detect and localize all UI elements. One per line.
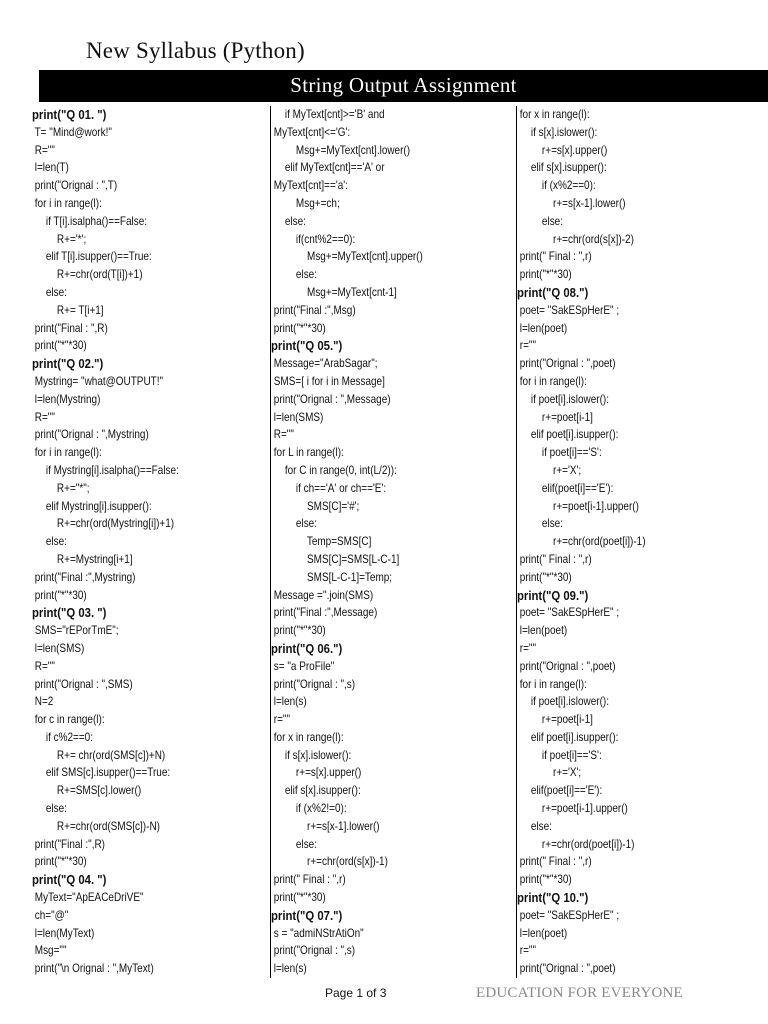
code-column-1 (32, 106, 264, 978)
code-column-2 (270, 106, 511, 978)
code-line: print("*"*30) (271, 891, 326, 905)
code-line: else: (271, 268, 317, 282)
code-line: r="" (517, 641, 537, 655)
code-line: for c in range(l): (32, 713, 105, 727)
code-line: SMS[C]=SMS[L-C-1] (271, 552, 400, 566)
code-line: l=len(poet) (517, 624, 568, 638)
code-line: MyText[cnt]<='G': (271, 125, 351, 139)
code-line: print("\n Orignal : ",MyText) (32, 962, 154, 976)
code-line: r+='X'; (517, 463, 582, 477)
question-header: print("Q 02.") (32, 356, 104, 372)
code-line: if poet[i].islower(): (517, 695, 609, 709)
code-line: print("Final :",Msg) (271, 303, 356, 317)
code-line: poet= "SakESpHerE" ; (517, 303, 620, 317)
code-line: Msg+=MyText[cnt-1] (271, 285, 397, 299)
code-line: R="" (32, 659, 55, 673)
code-line: print("Orignal : ",T) (32, 179, 118, 193)
code-line: print("*"*30) (517, 570, 572, 584)
code-line: R+='*'; (32, 232, 87, 246)
code-line: r="" (517, 339, 537, 353)
code-line: R+=SMS[c].lower() (32, 784, 142, 798)
code-line: if (x%2==0): (517, 179, 596, 193)
code-line: else: (32, 285, 67, 299)
code-line: else: (517, 819, 552, 833)
code-line: MyText="ApEACeDriVE" (32, 891, 144, 905)
code-line: elif(poet[i]=='E'): (517, 481, 614, 495)
code-line: if poet[i]=='S': (517, 748, 602, 762)
code-line: Msg="" (32, 944, 67, 958)
code-line: if poet[i].islower(): (517, 392, 609, 406)
code-line: elif SMS[c].isupper()==True: (32, 766, 171, 780)
code-line: for C in range(0, int(L/2)): (271, 463, 397, 477)
code-line: for x in range(l): (517, 108, 590, 121)
code-line: print("Final :",Message) (271, 606, 378, 620)
code-line: print("*"*30) (271, 624, 326, 638)
code-line: SMS[L-C-1]=Temp; (271, 570, 393, 584)
code-line: print("Final :",R) (32, 837, 106, 851)
code-line: if MyText[cnt]>='B' and (271, 108, 385, 121)
code-line: if ch=='A' or ch=='E': (271, 481, 387, 495)
code-line: R+=chr(ord(Mystring[i])+1) (32, 517, 175, 531)
code-line: print("Orignal : ",s) (271, 677, 356, 691)
question-header: print("Q 09.") (517, 587, 589, 603)
code-line: T= "Mind@work!" (32, 125, 112, 139)
code-line: else: (32, 802, 67, 816)
code-line: MyText[cnt]=='a': (271, 179, 348, 193)
page-title: New Syllabus (Python) (86, 38, 305, 63)
code-line: r+=s[x-1].lower() (517, 196, 626, 210)
code-line: print("Orignal : ",poet) (517, 357, 616, 371)
code-line: SMS[C]='#'; (271, 499, 360, 513)
code-line: if (x%2!=0): (271, 802, 347, 816)
code-line: s = "admiNStrAtiOn" (271, 926, 364, 940)
code-line: r+=s[x-1].lower() (271, 819, 380, 833)
code-line: if s[x].islower(): (271, 748, 352, 762)
code-line: for x in range(l): (271, 730, 344, 744)
code-line: for i in range(l): (32, 196, 102, 210)
question-header: print("Q 06.") (271, 640, 343, 656)
code-line: for i in range(l): (517, 677, 587, 691)
code-line: else: (32, 535, 67, 549)
code-line: l=len(SMS) (32, 641, 85, 655)
question-header: print("Q 05.") (271, 338, 343, 354)
code-line: elif MyText[cnt]=='A' or (271, 161, 385, 175)
question-header: print("Q 07.") (271, 907, 343, 923)
code-line: print("*"*30) (32, 855, 87, 869)
code-line: print("*"*30) (32, 339, 87, 353)
code-line: r="" (271, 713, 291, 727)
page-number: Page 1 of 3 (325, 986, 387, 1000)
code-line: if s[x].islower(): (517, 125, 598, 139)
code-line: N=2 (32, 695, 54, 709)
code-line: s= "a ProFile" (271, 659, 335, 673)
question-header: print("Q 10.") (517, 890, 589, 906)
code-line: l=len(SMS) (271, 410, 324, 424)
code-line: SMS=[ i for i in Message] (271, 374, 385, 388)
code-line: r+=s[x].upper() (517, 143, 608, 157)
code-line: r+=chr(ord(poet[i])-1) (517, 535, 646, 549)
code-line: for i in range(l): (517, 374, 587, 388)
code-line: R="" (271, 428, 294, 442)
code-line: elif s[x].isupper(): (517, 161, 607, 175)
code-line: Message="ArabSagar"; (271, 357, 378, 371)
code-line: print("*"*30) (517, 873, 572, 887)
code-line: R+="*"; (32, 481, 90, 495)
code-line: l=len(T) (32, 161, 69, 175)
code-line: elif Mystring[i].isupper(): (32, 499, 152, 513)
code-line: Mystring= "what@OUTPUT!" (32, 374, 164, 388)
code-line: r+='X'; (517, 766, 582, 780)
code-line: R="" (32, 143, 55, 157)
code-line: r+=chr(ord(s[x])-2) (517, 232, 634, 246)
footer-brand: EDUCATION FOR EVERYONE (476, 985, 683, 1001)
code-line: elif poet[i].isupper(): (517, 428, 619, 442)
code-line: r+=s[x].upper() (271, 766, 362, 780)
code-line: for L in range(l): (271, 446, 344, 460)
code-line: else: (271, 517, 317, 531)
question-header: print("Q 03. ") (32, 605, 107, 621)
code-line: Msg+=ch; (271, 196, 340, 210)
question-header: print("Q 08.") (517, 284, 589, 300)
code-line: r="" (517, 944, 537, 958)
code-line: if(cnt%2==0): (271, 232, 356, 246)
code-line: if Mystring[i].isalpha()==False: (32, 463, 179, 477)
code-line: R="" (32, 410, 55, 424)
code-line: else: (517, 214, 563, 228)
code-line: print("Orignal : ",Message) (271, 392, 391, 406)
code-line: print("Orignal : ",poet) (517, 659, 616, 673)
code-line: else: (517, 517, 563, 531)
code-line: print(" Final : ",r) (517, 250, 592, 264)
code-line: R+=chr(ord(SMS[c])-N) (32, 819, 160, 833)
code-column-3 (516, 106, 768, 978)
code-line: print("Orignal : ",s) (271, 944, 356, 958)
code-line: elif poet[i].isupper(): (517, 730, 619, 744)
code-line: if T[i].isalpha()==False: (32, 214, 148, 228)
code-line: R+=chr(ord(T[i])+1) (32, 268, 143, 282)
code-line: l=len(poet) (517, 321, 568, 335)
code-line: l=len(s) (271, 695, 307, 709)
code-line: print("*"*30) (32, 588, 87, 602)
code-line: r+=poet[i-1].upper() (517, 802, 628, 816)
code-line: elif s[x].isupper(): (271, 784, 361, 798)
code-line: l=len(Mystring) (32, 392, 101, 406)
code-line: poet= "SakESpHerE" ; (517, 606, 620, 620)
code-line: R+= T[i+1] (32, 303, 104, 317)
code-line: poet= "SakESpHerE" ; (517, 908, 620, 922)
banner-title: String Output Assignment (290, 73, 517, 97)
code-line: Temp=SMS[C] (271, 535, 372, 549)
question-header: print("Q 01. ") (32, 107, 107, 122)
code-line: r+=poet[i-1] (517, 713, 593, 727)
question-header: print("Q 04. ") (32, 872, 107, 888)
code-line: if c%2==0: (32, 730, 93, 744)
code-line: l=len(poet) (517, 926, 568, 940)
code-line: SMS="rEPorTmE"; (32, 624, 119, 638)
code-line: elif T[i].isupper()==True: (32, 250, 152, 264)
code-line: l=len(s) (271, 962, 307, 976)
code-line: print(" Final : ",r) (517, 552, 592, 566)
code-line: print("*"*30) (271, 321, 326, 335)
code-line: print("Orignal : ",Mystring) (32, 428, 149, 442)
code-line: print("Orignal : ",poet) (517, 962, 616, 976)
code-line: r+=poet[i-1] (517, 410, 593, 424)
code-line: print("*"*30) (517, 268, 572, 282)
code-line: l=len(MyText) (32, 926, 95, 940)
code-line: print(" Final : ",r) (271, 873, 346, 887)
code-line: print("Final : ",R) (32, 321, 108, 335)
code-line: elif(poet[i]=='E'): (517, 784, 603, 798)
code-line: R+=Mystring[i+1] (32, 552, 133, 566)
code-line: Msg+=MyText[cnt].lower() (271, 143, 411, 157)
code-line: print("Orignal : ",SMS) (32, 677, 133, 691)
code-line: ch="@" (32, 908, 69, 922)
code-line: else: (271, 214, 306, 228)
code-line: print("Final :",Mystring) (32, 570, 136, 584)
code-line: r+=poet[i-1].upper() (517, 499, 639, 513)
code-line: r+=chr(ord(poet[i])-1) (517, 837, 635, 851)
code-line: R+= chr(ord(SMS[c])+N) (32, 748, 166, 762)
code-line: Msg+=MyText[cnt].upper() (271, 250, 423, 264)
code-line: for i in range(l): (32, 446, 102, 460)
code-line: print(" Final : ",r) (517, 855, 592, 869)
code-line: if poet[i]=='S': (517, 446, 602, 460)
code-line: else: (271, 837, 317, 851)
code-line: r+=chr(ord(s[x])-1) (271, 855, 388, 869)
title-banner (39, 70, 768, 102)
code-line: Message =''.join(SMS) (271, 588, 374, 602)
